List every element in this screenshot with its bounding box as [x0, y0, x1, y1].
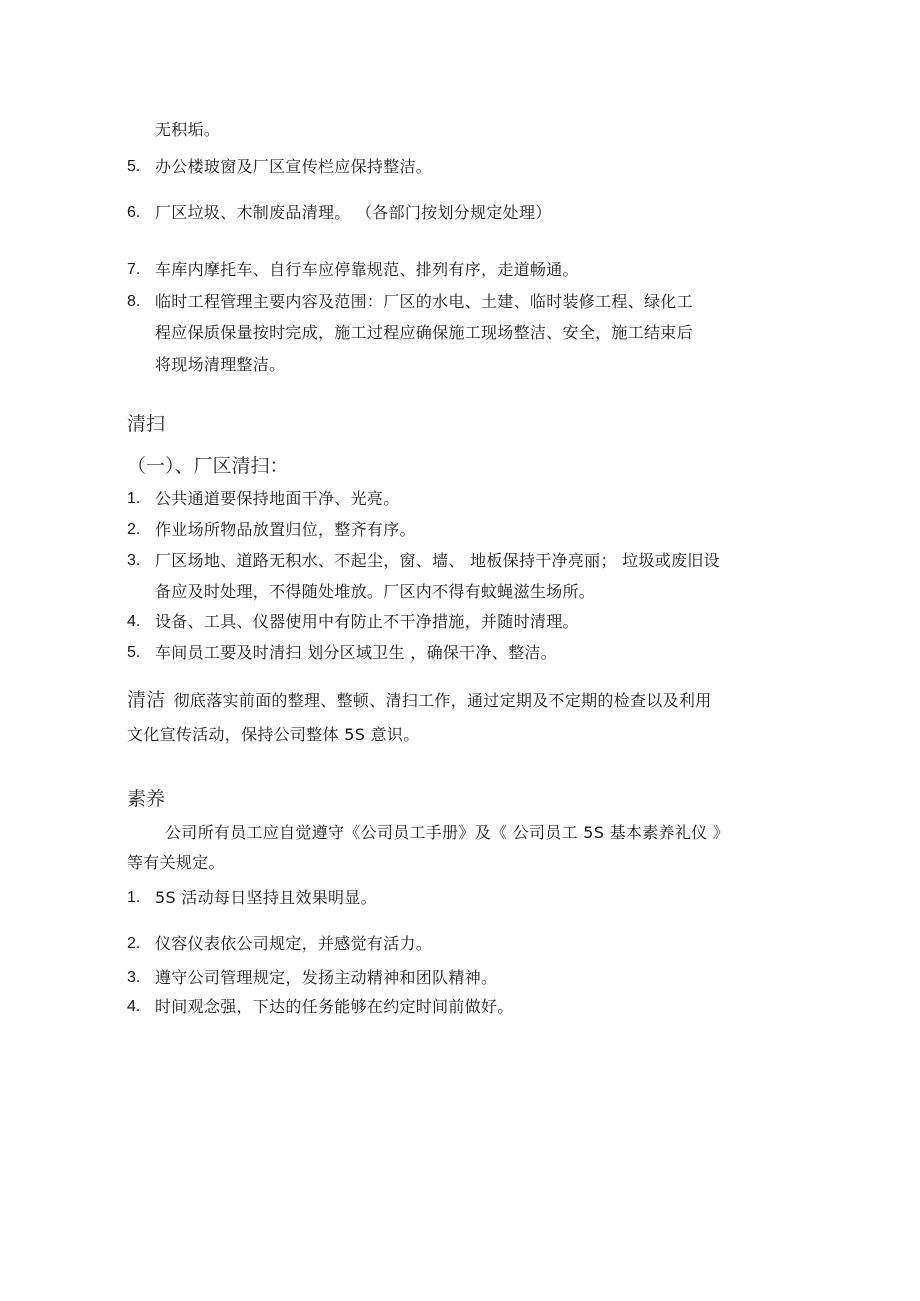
list-text: 办公楼玻窗及厂区宣传栏应保持整洁。 [155, 157, 433, 176]
list-number: 2. [127, 521, 141, 538]
list-number: 1. [127, 490, 141, 507]
list-number: 5. [127, 158, 141, 175]
list-number: 8. [127, 293, 141, 310]
list-text-line: 程应保质保量按时完成，施工过程应确保施工现场整洁、安全，施工结束后 [155, 323, 693, 342]
list-text: 5S 活动每日坚持且效果明显。 [155, 888, 377, 907]
section-title-qingsao: 清扫 [127, 413, 166, 435]
list-text: 作业场所物品放置归位，整齐有序。 [155, 520, 416, 539]
list-text-line: 临时工程管理主要内容及范围：厂区的水电、土建、临时装修工程、绿化工 [155, 292, 693, 311]
list-text: 仪容仪表依公司规定，并感觉有活力。 [155, 934, 433, 953]
list-number: 3. [127, 552, 141, 569]
list-text-line: 备应及时处理，不得随处堆放。厂区内不得有蚊蝇滋生场所。 [155, 582, 596, 601]
list-number: 6. [127, 204, 141, 221]
list-number: 4. [127, 613, 141, 630]
list-number: 4. [127, 998, 141, 1015]
qingjie-line-2: 文化宣传活动，保持公司整体 5S 意识。 [127, 725, 420, 744]
suyang-paragraph-line-1: 公司所有员工应自觉遵守《公司员工手册》及《 公司员工 5S 基本素养礼仪 》 [165, 823, 730, 842]
section-title-qingjie: 清洁 [127, 689, 166, 711]
list-text: 厂区垃圾、木制废品清理。 （各部门按划分规定处理） [155, 203, 552, 222]
continuation-text: 无积垢。 [155, 120, 221, 139]
list-text: 车库内摩托车、自行车应停靠规范、排列有序，走道畅通。 [155, 260, 579, 279]
list-number: 5. [127, 644, 141, 661]
qingjie-paragraph [127, 690, 712, 711]
section-title-suyang: 素养 [127, 788, 166, 810]
list-text: 设备、工具、仪器使用中有防止不干净措施，并随时清理。 [155, 612, 579, 631]
subsection-title: （一）、厂区清扫： [127, 455, 289, 477]
list-text: 车间员工要及时清扫 划分区域卫生 ，确保干净、整洁。 [155, 643, 557, 662]
suyang-paragraph-line-2: 等有关规定。 [127, 853, 225, 872]
list-text: 公共通道要保持地面干净、光亮。 [155, 489, 400, 508]
list-number: 1. [127, 889, 141, 906]
list-text-line: 将现场清理整洁。 [155, 355, 286, 374]
list-text: 时间观念强，下达的任务能够在约定时间前做好。 [155, 997, 514, 1016]
qingjie-line-1: 彻底落实前面的整理、整顿、清扫工作，通过定期及不定期的检查以及利用 [173, 691, 712, 710]
list-text: 遵守公司管理规定，发扬主动精神和团队精神。 [155, 968, 498, 987]
list-number: 2. [127, 935, 141, 952]
list-number: 3. [127, 969, 141, 986]
list-text-line: 厂区场地、道路无积水、不起尘，窗、墙、 地板保持干净亮丽； 垃圾或废旧设 [155, 551, 720, 570]
list-number: 7. [127, 261, 141, 278]
